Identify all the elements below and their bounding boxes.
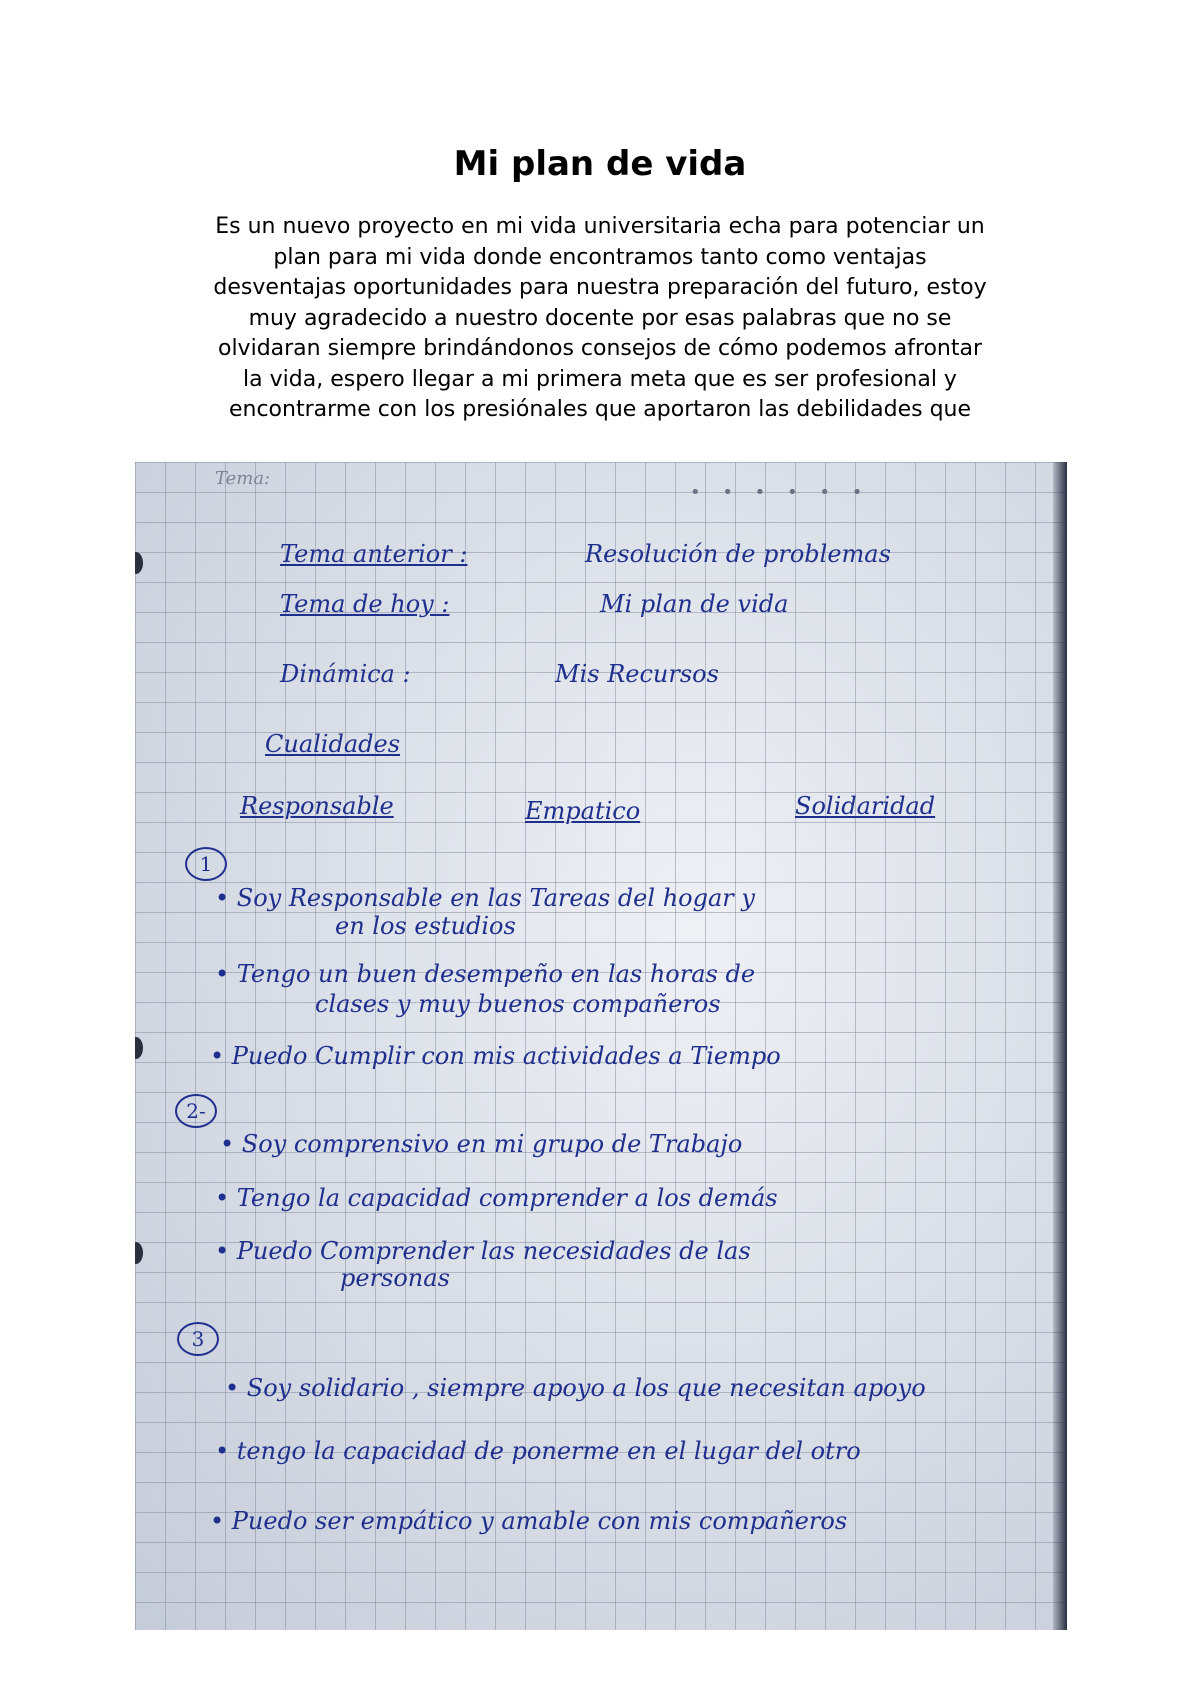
section-3-line: • Soy solidario , siempre apoyo a los que necesitan apoyo [225, 1374, 926, 1402]
quality-solidaridad: Solidaridad [795, 792, 936, 820]
quality-empatico: Empatico [525, 797, 641, 825]
section-3-line: • tengo la capacidad de ponerme en el lugar del otro [215, 1437, 861, 1465]
binder-hole [135, 552, 143, 574]
notebook-photo [135, 462, 1067, 1630]
tema-hoy-label: Tema de hoy : [280, 590, 450, 618]
section-2-number: 2- [175, 1094, 217, 1128]
dinamica-label: Dinámica : [280, 660, 411, 688]
section-3-number: 3 [177, 1322, 219, 1356]
quality-responsable: Responsable [240, 792, 394, 820]
section-1-line: clases y muy buenos compañeros [315, 990, 721, 1018]
tema-anterior-value: Resolución de problemas [585, 540, 891, 568]
notebook-header-label: Tema: [215, 468, 271, 489]
page-title: Mi plan de vida [453, 144, 747, 184]
notebook-header-dots: • • • • • • [690, 482, 871, 503]
section-1-line: • Tengo un buen desempeño en las horas de [215, 960, 756, 988]
intro-line: desventajas oportunidades para nuestra preparación del futuro, estoy [213, 275, 987, 300]
intro-line: muy agradecido a nuestro docente por esas palabras que no se [248, 305, 952, 331]
section-2-line: • Puedo Comprender las necesidades de las [215, 1237, 751, 1265]
intro-line: olvidaran siempre brindándonos consejos de cómo podemos afrontar [217, 336, 983, 361]
section-3-line: • Puedo ser empático y amable con mis compañeros [210, 1507, 848, 1535]
dinamica-value: Mis Recursos [555, 660, 719, 688]
section-1-line: • Puedo Cumplir con mis actividades a Tiempo [210, 1042, 781, 1070]
cualidades-heading: Cualidades [265, 730, 401, 758]
page-edge-shadow [1053, 462, 1067, 1630]
section-2-line: • Soy comprensivo en mi grupo de Trabajo [220, 1130, 743, 1158]
section-2-line: personas [340, 1264, 450, 1292]
intro-line: plan para mi vida donde encontramos tanto como ventajas [273, 244, 927, 270]
intro-paragraph [160, 212, 1040, 426]
section-1-line: en los estudios [335, 912, 516, 940]
binder-hole [135, 1037, 143, 1059]
intro-line: Es un nuevo proyecto en mi vida universitaria echa para potenciar un [215, 214, 985, 239]
section-1-number: 1 [185, 847, 227, 881]
intro-line: encontrarme con los presiónales que aportaron las debilidades que [228, 397, 972, 422]
binder-hole [135, 1242, 143, 1264]
section-2-line: • Tengo la capacidad comprender a los demás [215, 1184, 778, 1212]
tema-hoy-value: Mi plan de vida [600, 590, 789, 618]
intro-line: la vida, espero llegar a mi primera meta que es ser profesional y [243, 366, 957, 392]
tema-anterior-label: Tema anterior : [280, 540, 468, 568]
section-1-line: • Soy Responsable en las Tareas del hogar y [215, 884, 755, 912]
